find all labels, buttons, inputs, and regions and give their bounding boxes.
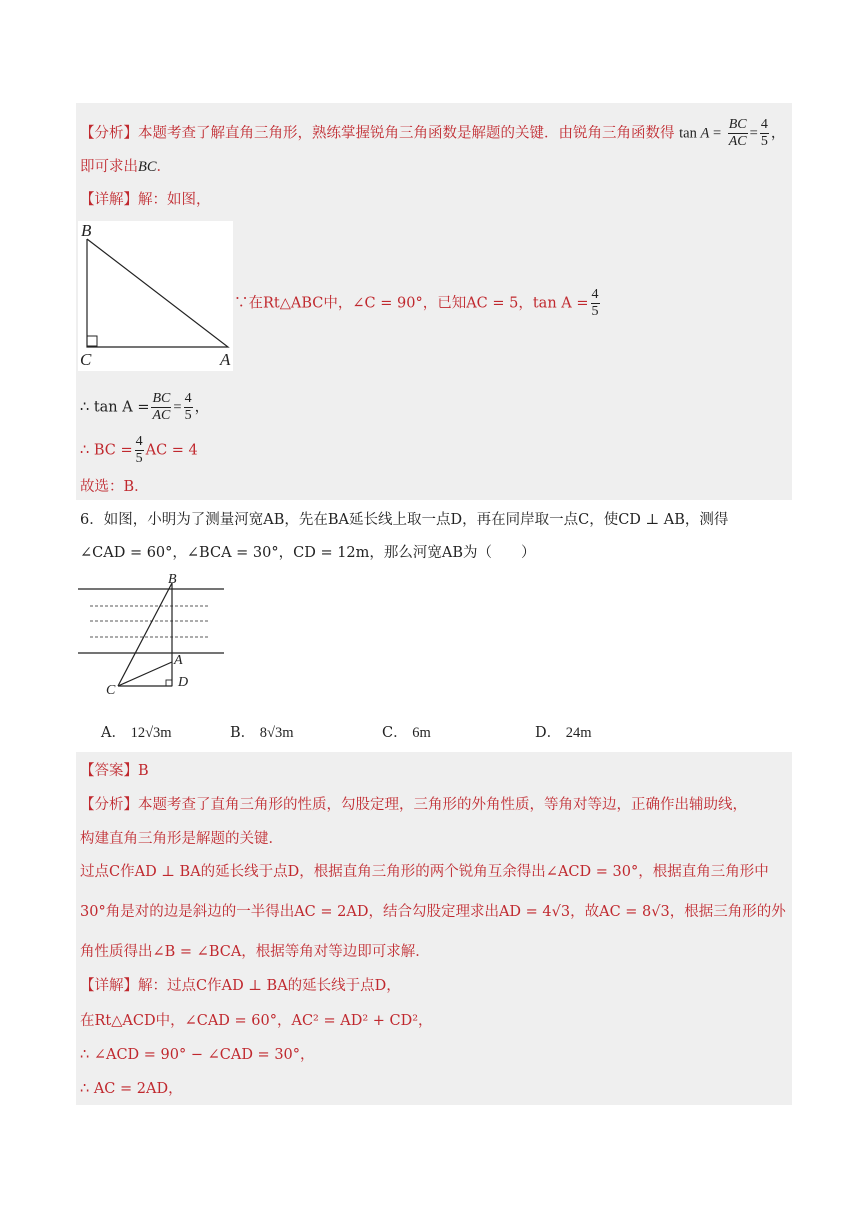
detail-tag: 【详解】 — [80, 192, 138, 208]
given-line: ∵在Rt△ABC中，∠C = 90°，已知AC = 5，tan A = $\frac{4}{5}$ — [234, 287, 599, 319]
question-line-2: ∠CAD = 60°，∠BCA = 30°，CD = 12m，那么河宽AB为（ ） — [80, 545, 536, 561]
step-1: ∴ tan A = $\frac{BC}{AC}$ = $\frac{4}{5}$ ， — [80, 391, 210, 423]
river-diagram — [78, 575, 228, 700]
label-b: B — [168, 572, 177, 587]
option-d[interactable]: D． 24m — [535, 725, 592, 741]
river-figure — [78, 572, 228, 700]
right-triangle-diagram — [78, 221, 233, 371]
step-2: ∴ BC = $\frac{4}{5}$ AC = 4 — [80, 434, 198, 466]
label-c: C — [106, 683, 116, 698]
detail2-line-2: 在Rt△ACD中，∠CAD = 60°，AC² = AD² + CD²， — [80, 1013, 433, 1029]
analysis2-line-5: 角性质得出∠B = ∠BCA，根据等角对等边即可求解． — [80, 944, 430, 960]
analysis2-line-3: 过点C作AD ⊥ BA的延长线于点D，根据直角三角形的两个锐角互余得出∠ACD = 30°，根据直角三角形中 — [80, 864, 769, 880]
answer-line — [80, 761, 149, 781]
triangle-figure — [78, 221, 233, 371]
detail2-line-1: 【详解】解：过点C作AD ⊥ BA的延长线于点D， — [80, 978, 401, 994]
option-b[interactable]: B． 8√3m — [230, 725, 294, 741]
analysis-tag: 【分析】 — [80, 125, 138, 142]
fraction-four-fifths-2: $\frac{4}{5}$ — [591, 287, 599, 319]
label-a: A — [220, 350, 231, 369]
analysis2-line-1: 【分析】本题考查了直角三角形的性质，勾股定理，三角形的外角性质，等角对等边，正确作出辅助线， — [80, 797, 747, 813]
label-d: D — [178, 675, 189, 690]
detail2-line-4: ∴ AC = 2AD， — [80, 1081, 183, 1097]
choice-line: 故选：B． — [80, 479, 149, 495]
answer-value: B — [138, 763, 149, 779]
option-c[interactable]: C． 6m — [382, 725, 431, 741]
fraction-four-fifths: $\frac{4}{5}$ — [760, 117, 768, 149]
analysis2-line-2: 构建直角三角形是解题的关键． — [80, 831, 283, 847]
analysis2-line-4: 30°角是对的边是斜边的一半得出AC = 2AD，结合勾股定理求出AD = 4√3，故AC = 8√3，根据三角形的外 — [80, 904, 786, 920]
analysis-line-2: 即可求出BC． — [80, 159, 172, 175]
question-line-1: 6．如图，小明为了测量河宽AB，先在BA延长线上取一点D，再在同岸取一点C，使CD ⊥ AB，测得 — [80, 512, 729, 528]
label-c: C — [80, 350, 92, 369]
detail2-tag: 【详解】 — [80, 978, 138, 994]
answer-tag: 【答案】 — [80, 763, 138, 779]
detail2-line-3: ∴ ∠ACD = 90° − ∠CAD = 30°， — [80, 1047, 315, 1063]
label-b: B — [81, 221, 92, 240]
fraction-bc-ac: $\frac{BC}{AC}$ — [728, 117, 747, 149]
analysis-text: 本题考查了解直角三角形，熟练掌握锐角三角函数是解题的关键．由锐角三角函数得 — [138, 125, 675, 142]
tan-label: tan A = — [679, 125, 722, 142]
detail-line: 【详解】解：如图， — [80, 192, 211, 208]
option-a[interactable]: A． 12√3m — [101, 725, 172, 741]
analysis2-tag: 【分析】 — [80, 797, 138, 813]
analysis-line: 【分析】本题考查了解直角三角形，熟练掌握锐角三角函数是解题的关键．由锐角三角函数得 tan A = $\frac{BC}{AC}$ = $\frac{4}{5}$ ， — [80, 117, 786, 149]
label-a: A — [174, 653, 183, 668]
